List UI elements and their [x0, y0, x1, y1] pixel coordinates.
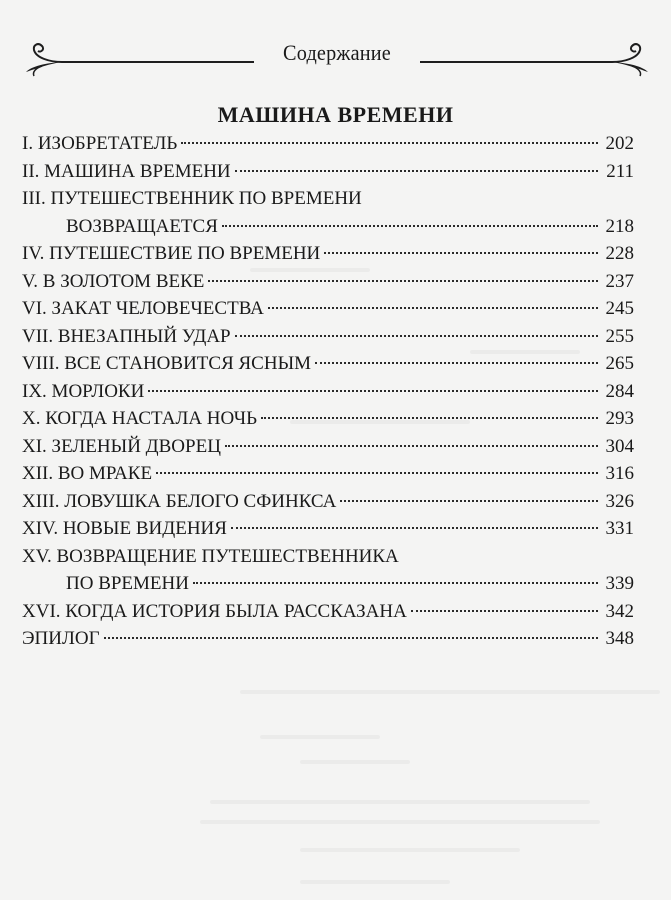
dot-leader [225, 445, 598, 447]
toc-entry[interactable] [22, 130, 634, 158]
toc-entry-page: 255 [605, 325, 634, 347]
toc-entry-label: VI. ЗАКАТ ЧЕЛОВЕЧЕСТВА [22, 298, 264, 319]
dot-leader [104, 637, 598, 639]
toc-entry-label: XIV. НОВЫЕ ВИДЕНИЯ [22, 518, 227, 539]
dot-leader [148, 390, 598, 392]
toc-entry[interactable] [22, 350, 634, 378]
toc-entry[interactable] [22, 378, 634, 406]
toc-entry-page: 339 [605, 573, 634, 594]
toc-entry-page: 304 [605, 435, 634, 457]
toc-entry[interactable] [22, 295, 634, 323]
dot-leader [235, 170, 598, 172]
toc-entry[interactable] [22, 598, 634, 626]
toc-entry-label: ЭПИЛОГ [22, 628, 100, 649]
toc-entry-page: 316 [605, 463, 634, 484]
toc-entry-label: IX. МОРЛОКИ [22, 380, 145, 402]
toc-entry[interactable] [22, 515, 634, 543]
toc-entry-page: 265 [605, 353, 634, 374]
toc-entry[interactable] [22, 268, 634, 296]
toc-entry-label: XIII. ЛОВУШКА БЕЛОГО СФИНКСА [22, 490, 337, 512]
toc-entry[interactable] [22, 543, 634, 598]
dot-leader [315, 362, 598, 364]
toc-entry-page: 348 [605, 628, 634, 649]
toc-entry[interactable] [22, 488, 634, 516]
toc-entry-label: XV. ВОЗВРАЩЕНИЕ ПУТЕШЕСТВЕННИКА [22, 545, 399, 567]
dot-leader [208, 280, 598, 282]
dot-leader [268, 307, 598, 309]
dot-leader [193, 582, 598, 584]
toc-entry[interactable] [22, 185, 634, 240]
toc-entry-page: 342 [605, 600, 634, 622]
dot-leader [156, 472, 598, 474]
toc-entry[interactable] [22, 158, 634, 186]
toc-entry-page: 211 [606, 160, 634, 182]
toc-entry-page: 202 [605, 133, 634, 154]
toc-entry-label: VIII. ВСЕ СТАНОВИТСЯ ЯСНЫМ [22, 353, 312, 374]
toc-entry-label: V. В ЗОЛОТОМ ВЕКЕ [22, 270, 205, 292]
toc-entry-label-continued: ПО ВРЕМЕНИ [66, 573, 189, 594]
toc-entry-label: X. КОГДА НАСТАЛА НОЧЬ [22, 408, 258, 429]
toc-entry[interactable] [22, 323, 634, 351]
toc-entry-label: XVI. КОГДА ИСТОРИЯ БЫЛА РАССКАЗАНА [22, 600, 407, 622]
toc-entry-page: 284 [605, 380, 634, 402]
dot-leader [324, 252, 598, 254]
toc-entry[interactable] [22, 460, 634, 488]
dot-leader [181, 142, 598, 144]
toc-entry-label: III. ПУТЕШЕСТВЕННИК ПО ВРЕМЕНИ [22, 188, 362, 209]
toc-entry-label: XI. ЗЕЛЕНЫЙ ДВОРЕЦ [22, 435, 221, 457]
toc-entry-label: XII. ВО МРАКЕ [22, 463, 153, 484]
toc-entry-page: 326 [605, 490, 634, 512]
book-title: МАШИНА ВРЕМЕНИ [217, 102, 454, 127]
dot-leader [411, 610, 598, 612]
toc-entry-label: I. ИЗОБРЕТАТЕЛЬ [22, 133, 178, 154]
dot-leader [261, 417, 598, 419]
toc-entry-page: 218 [605, 215, 634, 237]
toc-entry-page: 293 [605, 408, 634, 429]
toc-entry[interactable] [22, 405, 634, 433]
dot-leader [340, 500, 598, 502]
toc-entry[interactable] [22, 625, 634, 653]
toc-entry-page: 237 [605, 270, 634, 292]
toc-entry-label-continued: ВОЗВРАЩАЕТСЯ [66, 215, 218, 237]
toc-entry-page: 331 [605, 518, 634, 539]
toc-entry-label: II. МАШИНА ВРЕМЕНИ [22, 160, 231, 182]
header-title: Содержание [283, 40, 391, 65]
toc-entry-label: IV. ПУТЕШЕСТВИЕ ПО ВРЕМЕНИ [22, 243, 321, 264]
dot-leader [235, 335, 598, 337]
toc-entry-label: VII. ВНЕЗАПНЫЙ УДАР [22, 325, 231, 347]
dot-leader [231, 527, 598, 529]
page-header [22, 36, 652, 84]
toc-entry[interactable] [22, 433, 634, 461]
dot-leader [222, 225, 598, 227]
toc-entry-page: 228 [605, 243, 634, 264]
toc-entry-page: 245 [605, 298, 634, 319]
toc-entry[interactable] [22, 240, 634, 268]
table-of-contents [22, 130, 634, 653]
